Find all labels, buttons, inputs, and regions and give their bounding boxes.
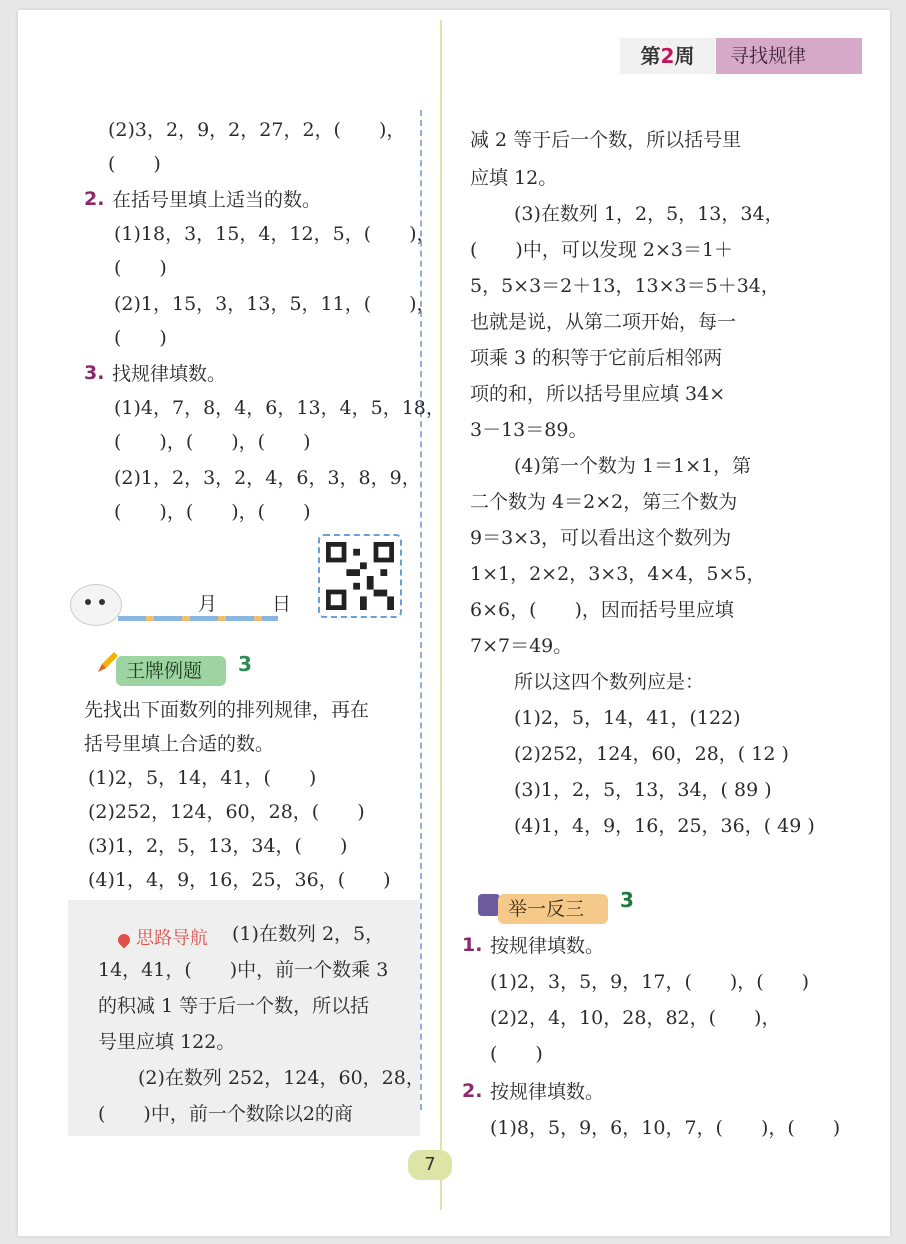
solution-line-9: 3－13＝89。 — [470, 419, 588, 441]
exercise-2-part-1-line-2: ( ) — [114, 257, 167, 279]
date-day-label: 日 — [272, 593, 292, 615]
solution-line-11: 二个数为 4＝2×2，第三个数为 — [470, 491, 738, 513]
practice-1-part-2-line-2: ( ) — [490, 1043, 543, 1065]
example-item-3: (3)1，2，5，13，34，( ) — [88, 835, 348, 857]
practice-badge-number: 3 — [620, 888, 634, 912]
answer-4: (4)1，4，9，16，25，36，( 49 ) — [514, 815, 815, 837]
column-divider — [420, 110, 422, 1110]
page-number: 7 — [408, 1150, 452, 1180]
solution-line-5: 5，5×3＝2＋13，13×3＝5＋34， — [470, 275, 780, 297]
date-underline — [118, 616, 278, 621]
exercise-3-number: 3. — [84, 362, 105, 384]
hint-line-4: 号里应填 122。 — [98, 1031, 236, 1053]
exercise-1-part-2-line-1: (2)3，2，9，2，27，2，( )， — [108, 119, 406, 141]
qr-code-pattern — [326, 542, 394, 610]
exercise-2-part-2-line-1: (2)1，15，3，13，5，11，( )， — [114, 293, 436, 315]
hint-line-6: ( )中，前一个数除以2的商 — [98, 1103, 353, 1125]
example-question-line-2: 括号里填上合适的数。 — [84, 733, 275, 755]
exercise-2-part-2-line-2: ( ) — [114, 327, 167, 349]
exercise-1-part-2-line-2: ( ) — [108, 153, 161, 175]
solution-line-8: 项的和，所以括号里应填 34× — [470, 383, 726, 405]
exercise-3-part-1-line-2: ( )，( )，( ) — [114, 431, 311, 453]
hint-line-5: (2)在数列 252，124，60，28， — [138, 1067, 425, 1089]
topic-label: 寻找规律 — [716, 38, 862, 74]
week-label: 第2周 — [620, 38, 715, 74]
exercise-2-title: 在括号里填上适当的数。 — [112, 189, 322, 211]
answer-1: (1)2，5，14，41，(122) — [514, 707, 741, 729]
example-badge-number: 3 — [238, 652, 252, 676]
practice-1-part-1: (1)2，3，5，9，17，( )，( ) — [490, 971, 810, 993]
practice-1-part-2-line-1: (2)2，4，10，28，82，( )， — [490, 1007, 781, 1029]
practice-1-title: 按规律填数。 — [490, 935, 605, 957]
answer-3: (3)1，2，5，13，34，( 89 ) — [514, 779, 772, 801]
solution-line-14: 6×6，( )，因而括号里应填 — [470, 599, 734, 621]
solution-line-10: (4)第一个数为 1＝1×1，第 — [514, 455, 752, 477]
hint-line-2: 14，41，( )中，前一个数乘 3 — [98, 959, 389, 981]
exercise-3-part-1-line-1: (1)4，7，8，4，6，13，4，5，18， — [114, 397, 445, 419]
mascot-icon — [70, 584, 122, 626]
hint-line-1: (1)在数列 2，5， — [232, 923, 385, 945]
exercise-3-part-2-line-2: ( )，( )，( ) — [114, 501, 311, 523]
example-question-line-1: 先找出下面数列的排列规律，再在 — [84, 699, 370, 721]
practice-1-number: 1. — [462, 934, 483, 956]
location-pin-icon — [116, 931, 133, 948]
solution-line-3: (3)在数列 1，2，5，13，34， — [514, 203, 784, 225]
exercise-2-part-1-line-1: (1)18，3，15，4，12，5，( )， — [114, 223, 436, 245]
practice-badge: 举一反三 — [498, 894, 608, 924]
hint-line-3: 的积减 1 等于后一个数，所以括 — [98, 995, 370, 1017]
hint-label: 思路导航 — [136, 928, 208, 949]
practice-2-part-1: (1)8，5，9，6，10，7，( )，( ) — [490, 1117, 841, 1139]
exercise-3-part-2-line-1: (2)1，2，3，2，4，6，3，8，9， — [114, 467, 421, 489]
date-area — [70, 580, 300, 630]
solution-summary: 所以这四个数列应是： — [514, 671, 705, 693]
solution-line-6: 也就是说，从第二项开始，每一 — [470, 311, 737, 333]
hint-header — [118, 924, 208, 950]
solution-line-7: 项乘 3 的积等于它前后相邻两 — [470, 347, 723, 369]
solution-line-1: 减 2 等于后一个数，所以括号里 — [470, 129, 742, 151]
solution-line-12: 9＝3×3，可以看出这个数列为 — [470, 527, 732, 549]
practice-2-number: 2. — [462, 1080, 483, 1102]
exercise-2-number: 2. — [84, 188, 105, 210]
example-item-4: (4)1，4，9，16，25，36，( ) — [88, 869, 391, 891]
page-gutter-line — [440, 20, 442, 1210]
solution-line-4: ( )中，可以发现 2×3＝1＋ — [470, 239, 734, 261]
date-month-label: 月 — [198, 593, 218, 615]
robot-icon — [478, 894, 500, 916]
answer-2: (2)252，124，60，28，( 12 ) — [514, 743, 789, 765]
exercise-3-title: 找规律填数。 — [112, 363, 227, 385]
solution-line-15: 7×7＝49。 — [470, 635, 573, 657]
example-item-2: (2)252，124，60，28，( ) — [88, 801, 365, 823]
example-badge: 王牌例题 — [116, 656, 226, 686]
solution-line-13: 1×1，2×2，3×3，4×4，5×5， — [470, 563, 766, 585]
practice-2-title: 按规律填数。 — [490, 1081, 605, 1103]
qr-code[interactable] — [318, 534, 402, 618]
solution-line-2: 应填 12。 — [470, 167, 558, 189]
example-item-1: (1)2，5，14，41，( ) — [88, 767, 317, 789]
